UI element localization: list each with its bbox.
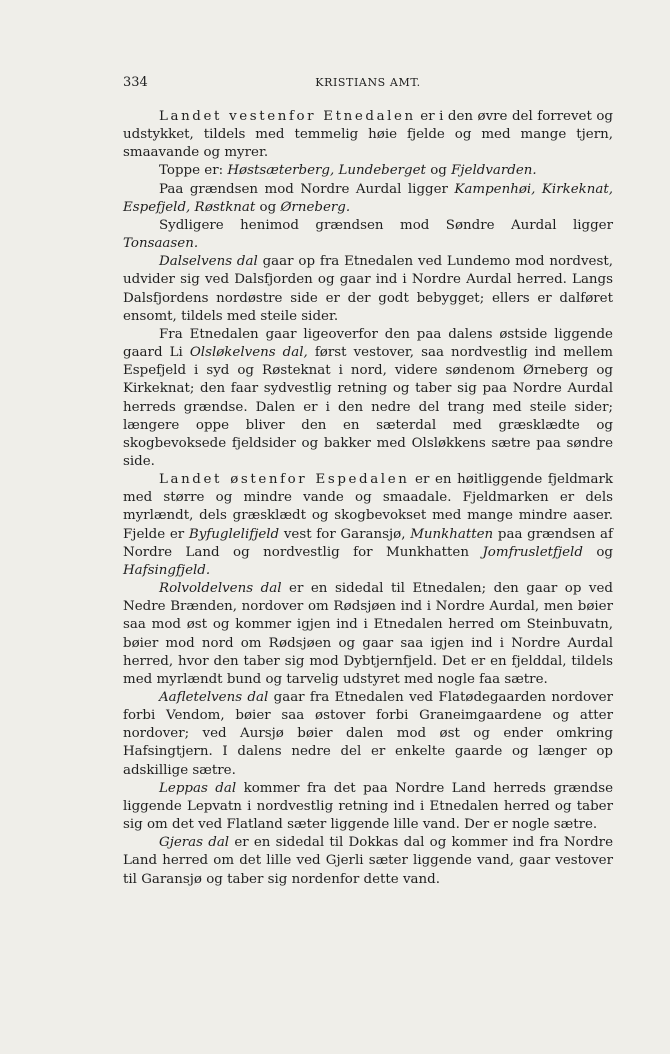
paragraph bbox=[123, 326, 613, 471]
text-run: er i den øvre del forrevet og udstykket, tildels med temmelig høie fjelde og med mange tjern, smaavande og myrer. bbox=[123, 109, 613, 161]
text-run: først vestover, saa nordvestlig ind mellem Espefjeld i syd og Røsteknat i nord, videre søndenom Ørneberg og Kirkeknat; den faar sydvestlig retning og taber sig paa Nordre Aurdal herreds grændse. Dalen er i den nedre del trang med steile sider; længere oppe bliver den en sæterdal med græsklædte og skogbevoksede fjeldsider og bakker med Olsløkkens sætre paa søndre side. bbox=[123, 345, 614, 469]
text-run: er en sidedal til Etnedalen; den gaar op ved Nedre Brænden, nordover om Rødsjøen ind i Nordre Aurdal, men bøier saa mod øst og kommer igjen ind i Etnedalen herred om Steinbuvatn, bøier mod nord om Rødsjøen og gaar saa igjen ind i Nordre Aurdal herred, hvor den taber sig mod Dybtjernfjeld. Det er en fjelddal, tildels med myrlændt bund og tarvelig udstyret med nogle faa sætre. bbox=[123, 581, 613, 687]
text-run: gaar fra Etnedalen ved Flatødegaarden nordover forbi Vendom, bøier saa østover forbi Graneimgaardene og atter nordover; ved Aursjø bøier dalen mod øst og ender omkring Hafsingtjern. I dalens nedre del er enkelte gaarde og længer op adskillige sætre. bbox=[123, 690, 613, 778]
paragraph bbox=[123, 780, 613, 834]
place-name: Dalselvens dal bbox=[159, 254, 258, 270]
paragraph bbox=[123, 181, 613, 217]
place-name: Aafletelvens dal bbox=[159, 690, 269, 705]
text-run: er en høitliggende fjeldmark med større og mindre vande og smaadale. Fjeldmarken er dels myrlændt, dels græsklædt og skogbevokset med mange mindre aaser. Fjelde er bbox=[123, 472, 613, 542]
text-run: Paa grændsen mod Nordre Aurdal ligger bbox=[159, 181, 455, 197]
running-title: KRISTIANS AMT. bbox=[315, 76, 421, 89]
paragraph bbox=[123, 834, 613, 888]
text-run: og bbox=[255, 199, 281, 215]
place-name: Munkhatten bbox=[410, 526, 494, 542]
paragraph bbox=[123, 689, 613, 780]
place-name: Rolvoldelvens dal bbox=[159, 581, 282, 597]
text-run: paa grændsen af Nordre Land og nordvestlig for Munkhatten bbox=[123, 526, 613, 560]
text-run: og bbox=[582, 544, 613, 560]
place-name: Hafsingfjeld. bbox=[123, 562, 211, 578]
text-run: gaar op fra Etnedalen ved Lundemo mod nordvest, udvider sig ved Dalsfjorden og gaar ind i Nordre Aurdal herred. Langs Dalsfjordens nordøstre side er der godt bebygget; ellers er dalføret ensomt, tildels med steile sider. bbox=[123, 254, 613, 324]
spaced-lead: Landet østenfor Espedalen bbox=[159, 472, 410, 488]
paragraph bbox=[123, 580, 613, 689]
place-name: Gjeras dal bbox=[159, 835, 230, 851]
text-run: Sydligere henimod grændsen mod Søndre Aurdal ligger bbox=[159, 217, 613, 233]
text-run: kommer fra det paa Nordre Land herreds grændse liggende Lepvatn i nordvestlig retning ind i Etnedalen herred og taber sig om det ved Flatland sæter liggende lille vand. Der er nogle sætre. bbox=[123, 780, 614, 833]
page-number: 334 bbox=[123, 75, 148, 90]
text-run: Toppe er: bbox=[159, 163, 228, 179]
paragraph bbox=[123, 217, 613, 253]
body-text bbox=[123, 108, 613, 889]
page-header bbox=[123, 75, 613, 93]
place-name: Leppas dal bbox=[159, 780, 237, 796]
place-name: Tonsaasen. bbox=[123, 236, 199, 252]
place-name: Jomfrusletfjeld bbox=[482, 544, 583, 560]
text-run: er en sidedal til Dokkas dal og kommer ind fra Nordre Land herred om det lille ved Gjerli sæter liggende vand, gaar vestover til Garansjø og taber sig nordenfor dette vand. bbox=[123, 835, 613, 887]
place-name: Olsløkelvens dal, bbox=[189, 345, 308, 361]
text-run: vest for Garansjø, bbox=[279, 526, 411, 542]
text-run: og bbox=[425, 163, 452, 179]
paragraph bbox=[123, 253, 613, 326]
place-name: Kampenhøi, Kirkeknat, Espefjeld, Røstknat bbox=[123, 181, 613, 215]
place-name: Fjeldvarden. bbox=[451, 163, 537, 179]
text-run: Fra Etnedalen gaar ligeoverfor den paa dalens østside liggende gaard Li bbox=[123, 326, 613, 361]
paragraph bbox=[123, 108, 613, 162]
place-name: Byfuglelifjeld bbox=[188, 526, 280, 542]
place-name: Ørneberg. bbox=[280, 199, 351, 215]
paragraph bbox=[123, 162, 613, 180]
paragraph bbox=[123, 471, 613, 580]
place-name: Høstsæterberg, Lundeberget bbox=[227, 163, 426, 179]
spaced-lead: Landet vestenfor Etnedalen bbox=[159, 109, 416, 124]
